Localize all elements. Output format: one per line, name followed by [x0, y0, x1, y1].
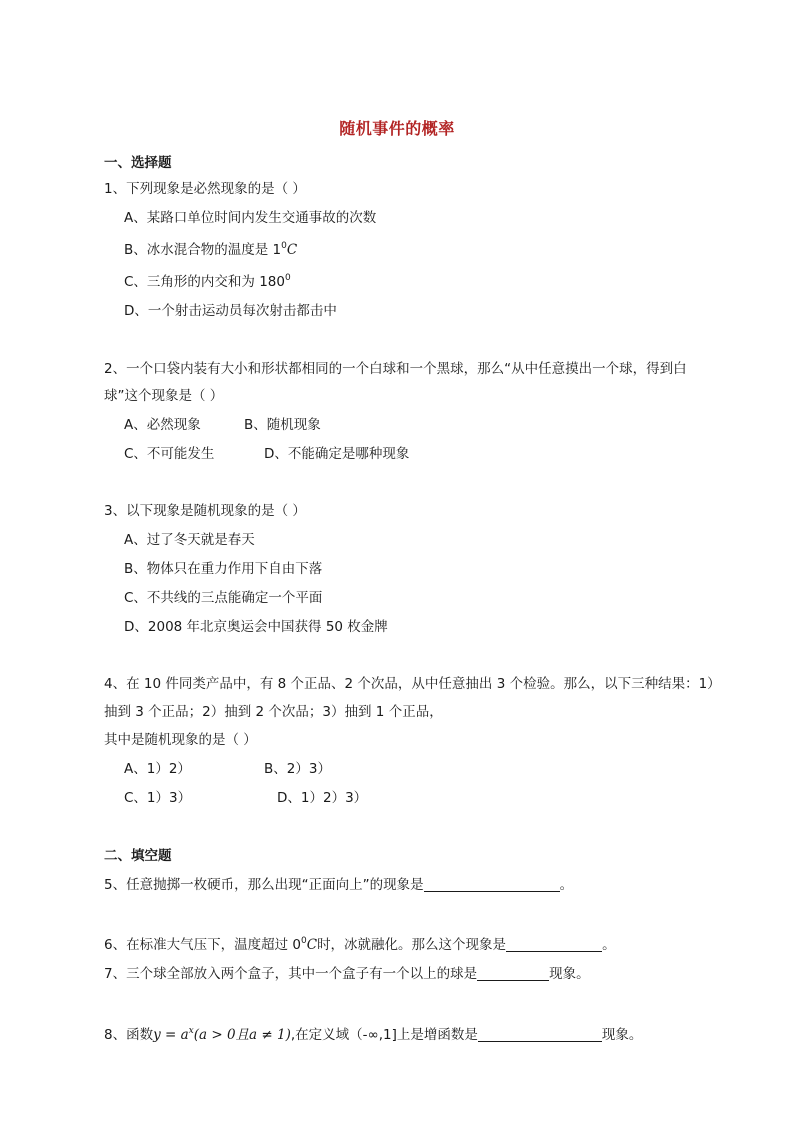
question-6	[104, 936, 616, 954]
question-4-option-c: C、1）3）	[124, 790, 192, 806]
question-2-stem-line2: 球”这个现象是（ ）	[104, 388, 224, 404]
question-4-stem-line1: 4、在 10 件同类产品中，有 8 个正品、2 个次品，从中任意抽出 3 个检验。那么，以下三种结果：1）	[104, 676, 721, 692]
function-condition: (a > 0且a ≠ 1)	[193, 1027, 291, 1043]
question-4-stem-line3: 其中是随机现象的是（ ）	[104, 732, 257, 748]
question-2-option-d: D、不能确定是哪种现象	[264, 446, 410, 462]
page-title: 随机事件的概率	[339, 119, 455, 138]
question-1-stem: 1、下列现象是必然现象的是（ ）	[104, 181, 306, 197]
section-heading-fill: 二、填空题	[104, 848, 172, 864]
celsius-unit: C	[306, 937, 318, 953]
degree-superscript: 0	[300, 936, 307, 946]
question-7-text: 7、三个球全部放入两个盒子，其中一个盒子有一个以上的球是	[104, 966, 478, 982]
question-2-option-b: B、随机现象	[244, 417, 321, 433]
question-7	[104, 965, 590, 983]
answer-blank-6[interactable]	[506, 937, 602, 952]
question-1-option-b	[124, 241, 297, 259]
degree-superscript: 0	[285, 273, 291, 283]
question-1-option-b-text: B、冰水混合物的温度是 1	[124, 242, 282, 258]
question-1-option-c-text: C、三角形的内交和为 180	[124, 274, 285, 290]
question-7-end: 现象。	[549, 966, 590, 982]
answer-blank-5[interactable]	[424, 877, 560, 892]
question-4-option-a: A、1）2）	[124, 761, 191, 777]
question-3-option-d: D、2008 年北京奥运会中国获得 50 枚金牌	[124, 619, 388, 635]
function-formula: y = a	[153, 1027, 189, 1043]
question-3-stem: 3、以下现象是随机现象的是（ ）	[104, 503, 306, 519]
question-5	[104, 876, 573, 894]
question-2-option-c: C、不可能发生	[124, 446, 215, 462]
question-2-stem-line1: 2、一个口袋内装有大小和形状都相同的一个白球和一个黑球，那么“从中任意摸出一个球，得到白	[104, 361, 687, 377]
question-6-end: 。	[602, 937, 616, 953]
question-3-option-a: A、过了冬天就是春天	[124, 532, 255, 548]
question-8	[104, 1026, 642, 1044]
question-4-option-b: B、2）3）	[264, 761, 331, 777]
answer-blank-7[interactable]	[477, 966, 549, 981]
celsius-unit: C	[286, 242, 298, 258]
degree-superscript: 0	[281, 241, 287, 251]
question-6-text: 6、在标准大气压下，温度超过 0	[104, 937, 301, 953]
question-5-text: 5、任意抛掷一枚硬币，那么出现“正面向上”的现象是	[104, 877, 424, 893]
exponent-superscript: x	[188, 1026, 194, 1036]
question-3-option-b: B、物体只在重力作用下自由下落	[124, 561, 323, 577]
question-4-stem-line2: 抽到 3 个正品；2）抽到 2 个次品；3）抽到 1 个正品，	[104, 704, 443, 720]
question-5-end: 。	[559, 877, 574, 893]
question-3-option-c: C、不共线的三点能确定一个平面	[124, 590, 323, 606]
question-1-option-d: D、一个射击运动员每次射击都击中	[124, 303, 337, 319]
question-6-text-mid: 时，冰就融化。那么这个现象是	[317, 937, 507, 953]
question-1-option-a: A、某路口单位时间内发生交通事故的次数	[124, 210, 377, 226]
question-8-end: 现象。	[601, 1027, 643, 1043]
question-1-option-c	[124, 273, 291, 291]
question-8-text-mid: ,在定义域（-∞,1]上是增函数是	[290, 1027, 478, 1043]
question-4-option-d: D、1）2）3）	[277, 790, 368, 806]
answer-blank-8[interactable]	[478, 1027, 602, 1042]
question-8-text: 8、函数	[104, 1027, 154, 1043]
section-heading-choice: 一、选择题	[104, 155, 172, 171]
question-2-option-a: A、必然现象	[124, 417, 201, 433]
